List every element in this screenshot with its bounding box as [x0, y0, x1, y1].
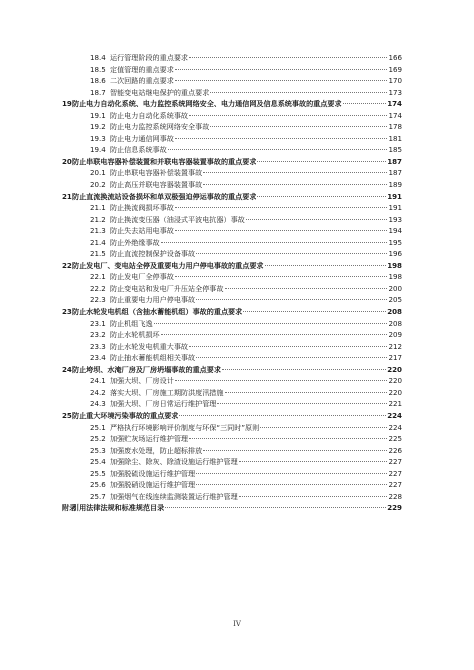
toc-entry-title: 防止直流换流站设备损坏和单双极强迫停运事故的重点要求 [72, 191, 257, 201]
dot-leader [225, 288, 388, 289]
toc-section-entry[interactable] [62, 456, 402, 468]
toc-entry-title: 防止重要电力用户停电事故 [110, 295, 196, 305]
toc-entry-title: 防止直流控制保护设备事故 [110, 249, 196, 259]
dot-leader [260, 427, 387, 428]
toc-section-entry[interactable] [62, 445, 402, 457]
toc-entry-title: 加强烟气在线连续监测装置运行维护管理 [110, 491, 238, 501]
toc-entry-page: 208 [387, 307, 402, 317]
toc-entry-title: 加强贮灰场运行维护管理 [110, 434, 189, 444]
toc-entry-title: 防止水轮发电机组（含抽水蓄能机组）事故的重点要求 [72, 307, 243, 317]
toc-section-entry[interactable] [62, 398, 402, 410]
toc-section-entry[interactable] [62, 283, 402, 295]
toc-entry-number: 18.6 [90, 76, 106, 86]
toc-section-entry[interactable] [62, 202, 402, 214]
toc-entry-number: 18.4 [90, 53, 106, 62]
dot-leader [239, 496, 388, 497]
toc-entry-title: 防止机组飞逸 [110, 318, 153, 328]
toc-section-entry[interactable] [62, 133, 402, 145]
toc-section-entry[interactable] [62, 110, 402, 122]
toc-entry-number: 22.3 [90, 295, 106, 305]
dot-leader [203, 184, 387, 185]
toc-entry-page: 178 [388, 122, 402, 132]
toc-entry-page: 227 [388, 480, 402, 490]
toc-entry-title: 防止外绝缘事故 [110, 237, 160, 247]
toc-entry-number: 21.3 [90, 226, 106, 236]
dot-leader [239, 461, 388, 462]
toc-entry-title: 防止垮坝、水淹厂房及厂房坍塌事故的重点要求 [72, 364, 221, 374]
toc-entry-page: 212 [388, 341, 402, 351]
toc-entry-number: 19.3 [90, 133, 106, 143]
toc-entry-page: 174 [387, 99, 402, 109]
dot-leader [161, 334, 388, 335]
toc-entry-number: 25.3 [90, 445, 106, 455]
toc-section-entry[interactable] [62, 294, 402, 306]
toc-entry-title: 防止高压并联电容器装置事故 [110, 180, 203, 190]
toc-section-entry[interactable] [62, 64, 402, 76]
dot-leader [203, 450, 387, 451]
toc-entry-title: 加强大坝、厂房设计 [110, 376, 174, 386]
toc-entry-title: 落实大坝、厂房施工期防洪度汛措施 [110, 387, 224, 397]
toc-entry-number: 24 [62, 364, 72, 374]
toc-entry-number: 23.1 [90, 318, 106, 328]
toc-section-entry[interactable] [62, 329, 402, 341]
dot-leader [225, 392, 388, 393]
toc-entry-number: 19.1 [90, 110, 106, 120]
dot-leader [343, 103, 387, 104]
toc-entry-title: 防止电力通信网事故 [110, 133, 174, 143]
toc-entry-page: 227 [388, 468, 402, 478]
dot-leader [222, 369, 386, 370]
toc-entry-number: 24.1 [90, 376, 106, 386]
toc-chapter-entry[interactable] [62, 191, 402, 203]
dot-leader [196, 473, 387, 474]
toc-entry-title: 严格执行环境影响评价制度与环保“三同时”原则 [110, 422, 260, 432]
toc-entry-page: 174 [388, 110, 402, 120]
toc-entry-number: 22.2 [90, 283, 106, 293]
toc-chapter-entry[interactable] [62, 260, 402, 272]
toc-entry-page: 227 [388, 457, 402, 467]
toc-entry-title: 防止发电厂全停事故 [110, 272, 174, 282]
toc-entry-page: 181 [388, 133, 402, 143]
toc-entry-number: 23.3 [90, 341, 106, 351]
toc-entry-number: 21 [62, 191, 72, 201]
toc-entry-page: 208 [388, 318, 402, 328]
toc-entry-title: 防止抽水蓄能机组相关事故 [110, 353, 196, 363]
dot-leader [196, 299, 387, 300]
toc-chapter-entry[interactable] [62, 410, 402, 422]
dot-leader [243, 311, 386, 312]
toc-section-entry[interactable] [62, 422, 402, 434]
dot-leader [196, 253, 387, 254]
toc-entry-number: 18.5 [90, 64, 106, 74]
toc-entry-page: 220 [387, 364, 402, 374]
toc-section-entry[interactable] [62, 179, 402, 191]
toc-entry-page: 187 [387, 156, 402, 166]
toc-entry-title: 防止变电站和发电厂升压站全停事故 [110, 283, 224, 293]
dot-leader [175, 207, 388, 208]
toc-entry-number: 25.5 [90, 468, 106, 478]
toc-section-entry[interactable] [62, 341, 402, 353]
dot-leader [175, 230, 388, 231]
toc-entry-page: 195 [388, 237, 402, 247]
toc-entry-page: 209 [388, 330, 402, 340]
toc-entry-title: 防止发电厂、变电站全停及重要电力用户停电事故的重点要求 [72, 260, 264, 270]
toc-entry-number: 25.1 [90, 422, 106, 432]
toc-section-entry[interactable] [62, 352, 402, 364]
toc-entry-number: 20 [62, 156, 72, 166]
page-number: IV [233, 620, 241, 628]
toc-section-entry[interactable] [62, 271, 402, 283]
toc-entry-page: 170 [388, 76, 402, 86]
toc-entry-page: 166 [388, 53, 402, 62]
toc-entry-number: 24.3 [90, 399, 106, 409]
toc-entry-number: 24.2 [90, 387, 106, 397]
toc-entry-page: 198 [388, 272, 402, 282]
toc-entry-number: 19.4 [90, 145, 106, 155]
toc-entry-title: 加强大坝、厂房日常运行维护管理 [110, 399, 217, 409]
dot-leader [210, 126, 387, 127]
toc-entry-page: 193 [388, 214, 402, 224]
dot-leader [161, 242, 388, 243]
toc-entry-number: 22.1 [90, 272, 106, 282]
toc-entry-page: 194 [388, 226, 402, 236]
toc-entry-page: 226 [388, 445, 402, 455]
toc-entry-title: 定值管理的重点要求 [110, 64, 174, 74]
toc-section-entry[interactable] [62, 479, 402, 491]
toc-section-entry[interactable] [62, 225, 402, 237]
toc-entry-page: 217 [388, 353, 402, 363]
dot-leader [257, 161, 386, 162]
toc-section-entry[interactable] [62, 167, 402, 179]
toc-entry-title: 防止换流变压器（油浸式平波电抗器）事故 [110, 214, 245, 224]
table-of-contents [62, 52, 402, 514]
toc-entry-page: 228 [388, 491, 402, 501]
toc-entry-number: 21.1 [90, 203, 106, 213]
toc-chapter-entry[interactable] [62, 98, 402, 110]
toc-entry-title: 运行管理阶段的重点要求 [110, 53, 189, 62]
toc-section-entry[interactable] [62, 87, 402, 99]
toc-entry-page: 185 [388, 145, 402, 155]
toc-section-entry[interactable] [62, 121, 402, 133]
toc-entry-page: 205 [388, 295, 402, 305]
dot-leader [168, 149, 388, 150]
dot-leader [217, 403, 387, 404]
toc-entry-number: 23.2 [90, 330, 106, 340]
toc-section-entry[interactable] [62, 144, 402, 156]
toc-entry-number: 25.2 [90, 434, 106, 444]
toc-section-entry[interactable] [62, 491, 402, 503]
toc-entry-page: 191 [388, 203, 402, 213]
toc-entry-title: 防止电力监控系统网络安全事故 [110, 122, 210, 132]
dot-leader [175, 380, 388, 381]
dot-leader [165, 507, 386, 508]
dot-leader [179, 415, 386, 416]
toc-entry-number: 23.4 [90, 353, 106, 363]
toc-entry-number: 18.7 [90, 87, 106, 97]
toc-entry-page: 229 [387, 503, 402, 513]
toc-entry-page: 220 [388, 387, 402, 397]
toc-entry-page: 198 [387, 260, 402, 270]
dot-leader [175, 138, 388, 139]
dot-leader [175, 69, 388, 70]
toc-chapter-entry[interactable] [62, 502, 402, 514]
toc-entry-title: 防止串联电容器补偿装置事故 [110, 168, 203, 178]
toc-section-entry[interactable] [62, 375, 402, 387]
toc-section-entry[interactable] [62, 237, 402, 249]
toc-entry-title: 防止失去站用电事故 [110, 226, 174, 236]
toc-entry-page: 224 [388, 422, 402, 432]
toc-entry-number: 20.2 [90, 180, 106, 190]
toc-entry-title: 防止水轮机损坏 [110, 330, 160, 340]
dot-leader [257, 196, 386, 197]
dot-leader [210, 92, 387, 93]
toc-entry-title: 加强脱硫设施运行维护管理 [110, 468, 196, 478]
toc-entry-page: 169 [388, 64, 402, 74]
toc-section-entry[interactable] [62, 75, 402, 87]
dot-leader [196, 484, 387, 485]
toc-entry-title: 引用法律法规和标准规范目录 [72, 503, 165, 513]
toc-entry-title: 防止水轮发电机重大事故 [110, 341, 189, 351]
toc-entry-number: 19.2 [90, 122, 106, 132]
toc-chapter-entry[interactable] [62, 306, 402, 318]
toc-entry-number: 22 [62, 260, 72, 270]
toc-section-entry[interactable] [62, 387, 402, 399]
toc-entry-title: 防止串联电容器补偿装置和并联电容器装置事故的重点要求 [72, 156, 257, 166]
toc-entry-number: 25.6 [90, 480, 106, 490]
toc-entry-number: 附录 [62, 503, 77, 513]
toc-entry-number: 21.2 [90, 214, 106, 224]
dot-leader [175, 276, 388, 277]
toc-entry-page: 191 [387, 191, 402, 201]
toc-section-entry[interactable] [62, 318, 402, 330]
toc-entry-number: 23 [62, 307, 72, 317]
dot-leader [189, 438, 387, 439]
toc-entry-page: 200 [388, 283, 402, 293]
toc-section-entry[interactable] [62, 248, 402, 260]
dot-leader [189, 346, 387, 347]
toc-entry-page: 196 [388, 249, 402, 259]
toc-entry-title: 防止电力自动化系统事故 [110, 110, 189, 120]
toc-section-entry[interactable] [62, 433, 402, 445]
dot-leader [189, 115, 387, 116]
toc-entry-title: 加强废水处理，防止超标排放 [110, 445, 203, 455]
toc-entry-title: 防止换流阀损坏事故 [110, 203, 174, 213]
dot-leader [154, 323, 388, 324]
dot-leader [189, 57, 387, 58]
toc-entry-page: 225 [388, 434, 402, 444]
toc-entry-title: 加强除尘、除灰、除渣设施运行维护管理 [110, 457, 238, 467]
toc-entry-number: 19 [62, 99, 72, 109]
dot-leader [246, 219, 388, 220]
dot-leader [203, 172, 387, 173]
dot-leader [265, 265, 387, 266]
toc-entry-title: 二次回路的重点要求 [110, 76, 174, 86]
toc-entry-title: 防止重大环境污染事故的重点要求 [72, 410, 179, 420]
toc-entry-title: 防止信息系统事故 [110, 145, 167, 155]
toc-entry-title: 防止电力自动化系统、电力监控系统网络安全、电力通信网及信息系统事故的重点要求 [72, 99, 342, 109]
toc-entry-page: 221 [388, 399, 402, 409]
toc-entry-number: 21.5 [90, 249, 106, 259]
toc-entry-title: 加强脱硝设施运行维护管理 [110, 480, 196, 490]
toc-entry-number: 25.4 [90, 457, 106, 467]
dot-leader [175, 80, 388, 81]
toc-entry-page: 224 [387, 410, 402, 420]
toc-entry-number: 21.4 [90, 237, 106, 247]
toc-chapter-entry[interactable] [62, 156, 402, 168]
toc-entry-number: 25 [62, 410, 72, 420]
toc-section-entry[interactable] [62, 52, 402, 64]
toc-entry-title: 智能变电站继电保护的重点要求 [110, 87, 210, 97]
toc-section-entry[interactable] [62, 214, 402, 226]
toc-entry-page: 173 [388, 87, 402, 97]
toc-entry-number: 25.7 [90, 491, 106, 501]
toc-entry-page: 187 [388, 168, 402, 178]
toc-entry-page: 220 [388, 376, 402, 386]
toc-entry-number: 20.1 [90, 168, 106, 178]
toc-section-entry[interactable] [62, 468, 402, 480]
toc-entry-page: 189 [388, 180, 402, 190]
toc-chapter-entry[interactable] [62, 364, 402, 376]
dot-leader [196, 357, 387, 358]
